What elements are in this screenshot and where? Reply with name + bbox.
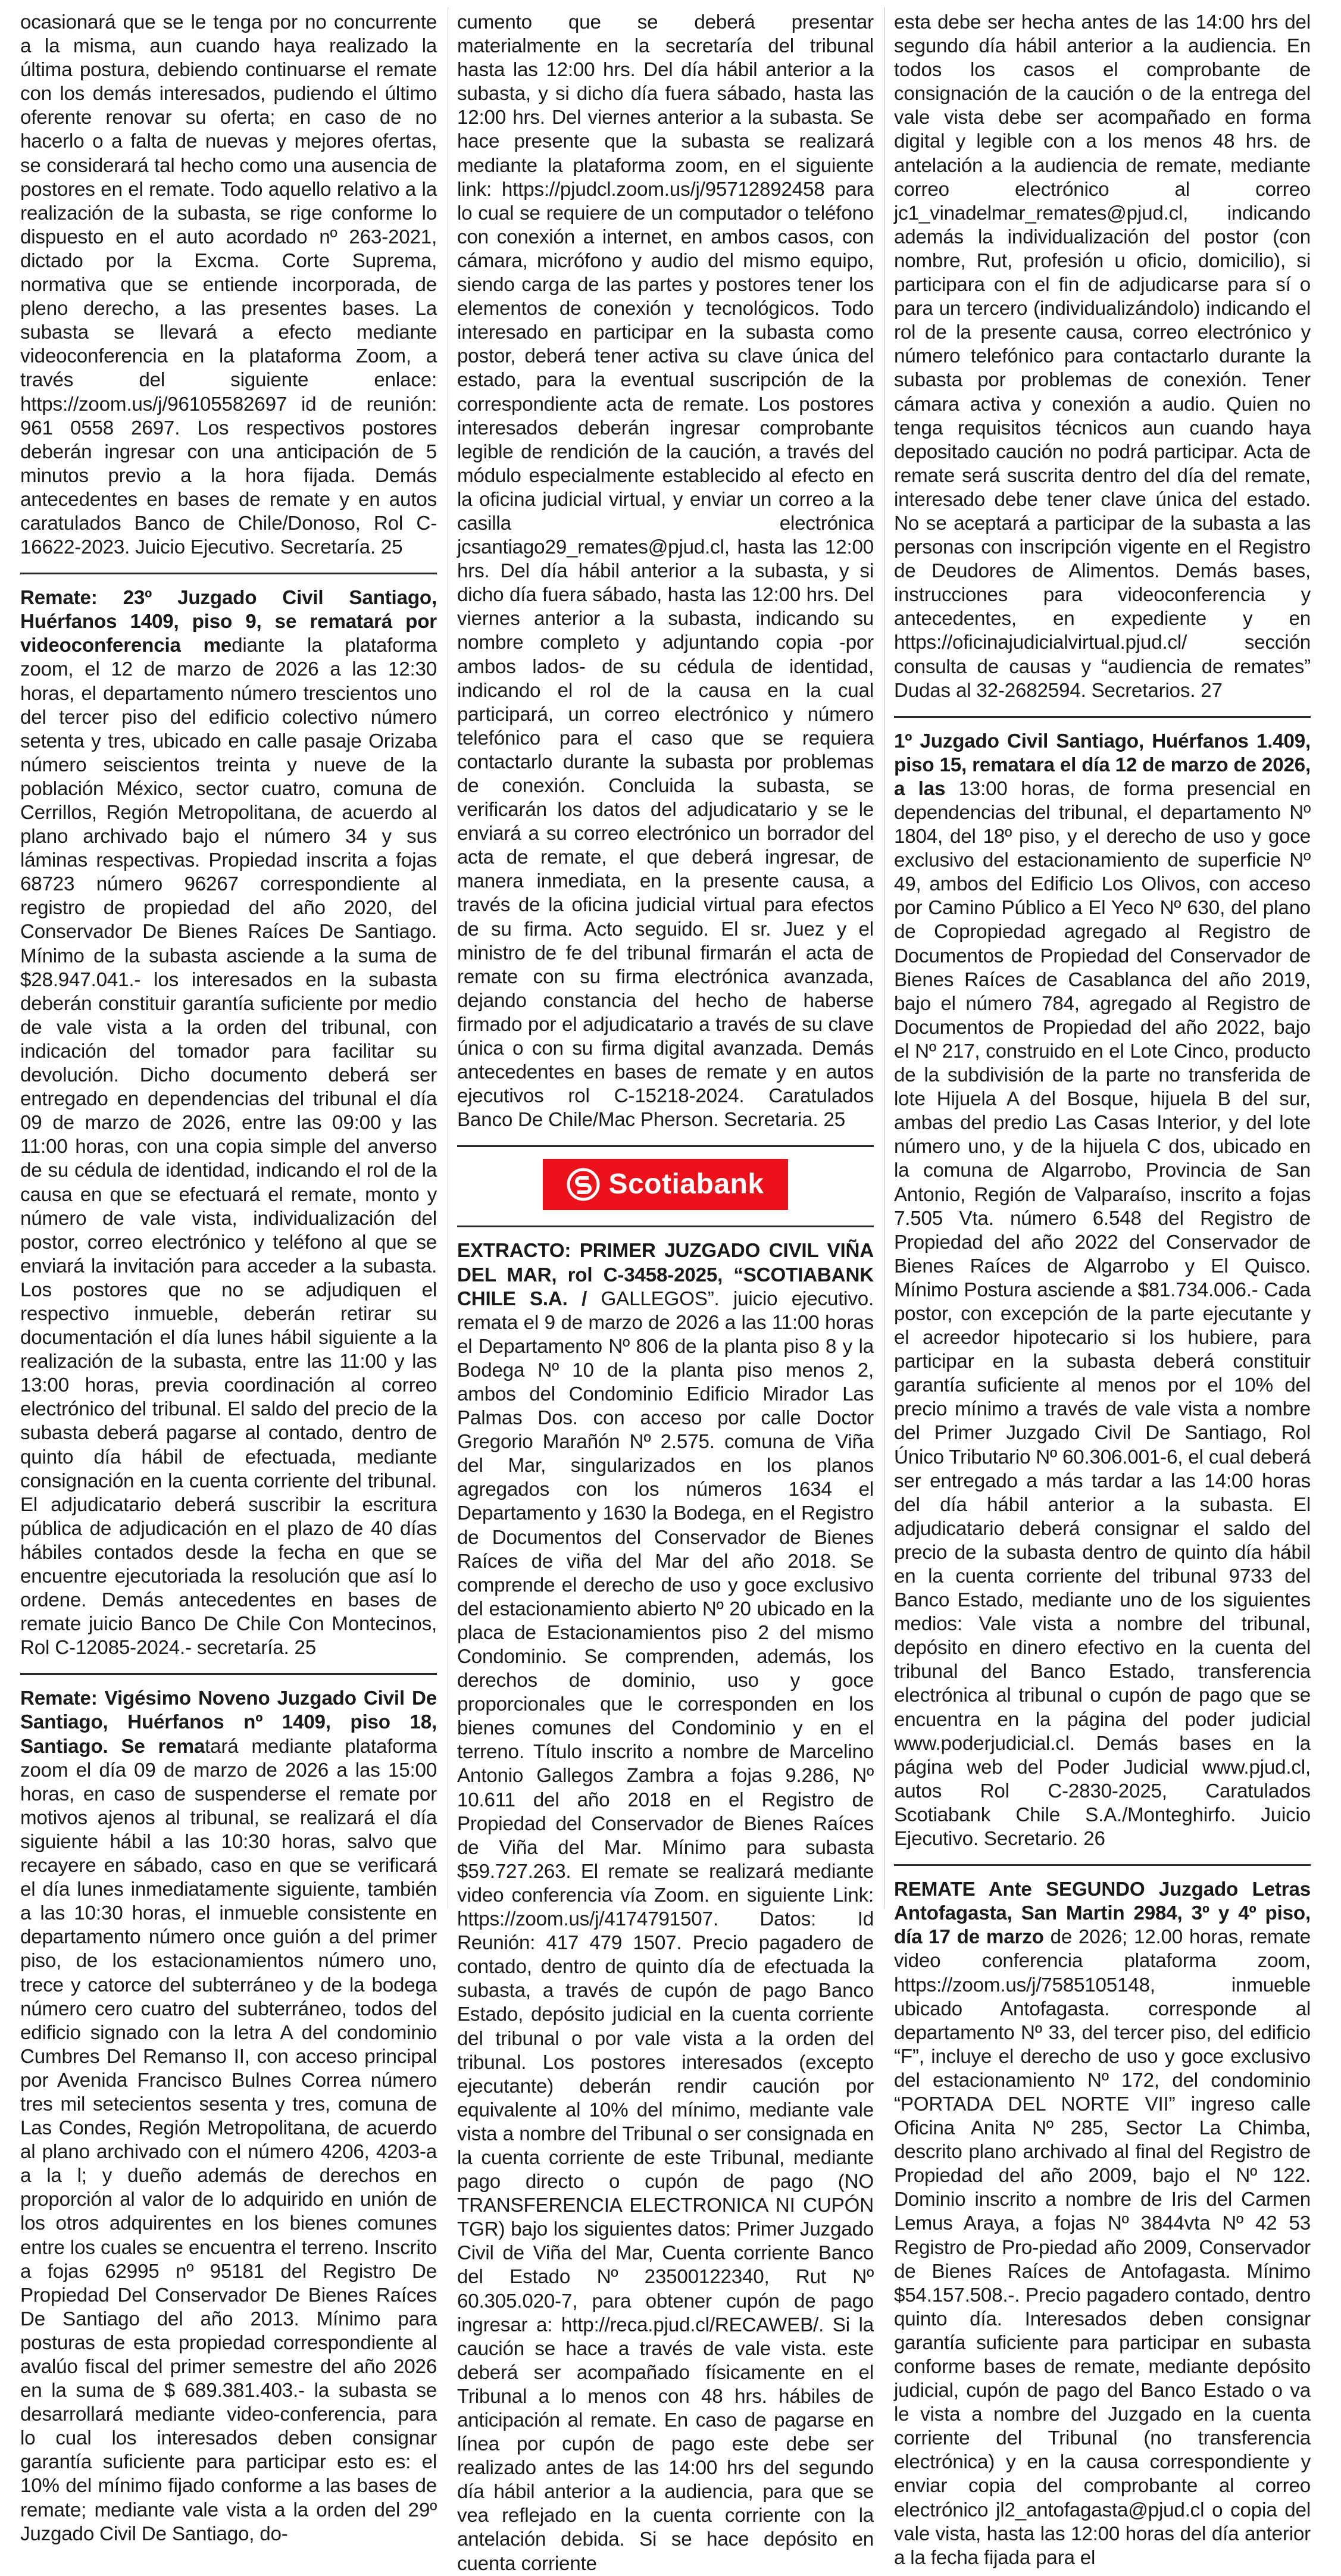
notice-body: GALLEGOS”. juicio ejecutivo. remata el 9 de marzo de 2026 a las 11:00 horas el Departamento Nº 806 de la planta piso 8 y la Bodega Nº 10 de la planta piso menos 2, ambos del Condominio Edificio Mirador Las Palmas Dos. con acceso por calle Doctor Gregorio Marañón Nº 2.575. comuna de Viña del Mar, singularizados en los planos agregados con los números 1634 el Departamento y 1630 la Bodega, en el Registro de Documentos del Conservador de Bienes Raíces de viña del Mar del año 2018. Se comprende el derecho de uso y goce exclusivo del estacionamiento abierto Nº 20 ubicado en la placa de Estacionamientos piso 2 del mismo Condominio. Se comprenden, además, los derechos de dominio, uso y goce proporcionales que le corresponden en los bienes comunes del Condominio y en el terreno. Título inscrito a nombre de Marcelino Antonio Gallegos Zambra a fojas 9.286, Nº 10.611 del año 2018 en el Registro de Propiedad del Conservador de Bienes Raíces de Viña del Mar. Mínimo para subasta $59.727.263. El remate se realizará mediante video conferencia vía Zoom. en siguiente Link: https://zoom.us/j/4174791507. Datos: Id Reunión: 417 479 1507. Precio pagadero de contado, dentro de quinto día de efectuada la subasta, a través de cupón de pago Banco Estado, depósito judicial en la cuenta corriente del tribunal o por vale vista a la orden del tribunal. Los postores interesados (excepto ejecutante) deberán rendir caución por equivalente al 10% del mínimo, mediante vale vista a nombre del Tribunal o ser consignada en la cuenta corriente de este Tribunal, mediante pago directo o cupón de pago (NO TRANSFERENCIA ELECTRONICA NI CUPÓN TGR) bajo los siguientes datos: Primer Juzgado Civil de Viña del Mar, Cuenta corriente Banco del Estado Nº 23500122340, Rut Nº 60.305.020-7, para obtener cupón de pago ingresar a: http://reca.pjud.cl/RECAWEB/. Si la caución se hace a través de vale vista. este deberá ser acompañado físicamente en el Tribunal a lo menos con 48 hrs. hábiles de anticipación al remate. En caso de pagarse en línea por cupón de pago este debe ser realizado antes de las 14:00 hrs del segundo día hábil anterior a la audiencia, para que se vea reflejado en la cuenta corriente con la antelación debida. Si se hace depósito en cuenta corriente xyxy=(457,1287,874,2575)
scotiabank-logo xyxy=(457,1159,874,1210)
notice-separator xyxy=(457,1226,874,1227)
scotiabank-s-icon xyxy=(567,1168,600,1201)
continued-notice: ocasionará que se le tenga por no concurrente a la misma, aun cuando haya realizado la última postura, debiendo continuarse el remate con los demás interesados, pudiendo el último oferente renovar su oferta; en caso de no hacerlo o a falta de nuevas y mejores ofertas, se considerará tal hecho como una ausencia de postores en el remate. Todo aquello relativo a la realización de la subasta, se rige conforme lo dispuesto en el auto acordado nº 263-2021, dictado por la Excma. Corte Suprema, normativa que se entiende incorporada, de pleno derecho, a las presentes bases. La subasta se llevará a efecto mediante videoconferencia en la plataforma Zoom, a través del siguiente enlace: https://zoom.us/j/96105582697 id de reunión: 961 0558 2697. Los respectivos postores deberán ingresar con una anticipación de 5 minutos previo a la hora fijada. Demás antecedentes en bases de remate y en autos caratulados Banco de Chile/Donoso, Rol C-16622-2023. Juicio Ejecutivo. Secretaría. 25 xyxy=(20,11,437,559)
scotiabank-logo-badge xyxy=(543,1159,788,1210)
notice-body: de 2026; 12.00 horas, remate video conferencia plataforma zoom, https://zoom.us/j/7585105148, inmueble ubicado Antofagasta. corresponde al departamento Nº 33, del tercer piso, del edificio “F”, incluye el derecho de uso y goce exclusivo del estacionamiento Nº 172, del condominio “PORTADA DEL NORTE VII” ingreso calle Oficina Anita Nº 285, Sector La Chimba, descrito plano archivado al final del Registro de Propiedad del año 2009, bajo el Nº 122. Dominio inscrito a nombre de Iris del Carmen Lemus Araya, a fojas Nº 3844vta Nº 42 53 Registro de Pro-piedad año 2009, Conservador de Bienes Raíces de Antofagasta. Mínimo $54.157.508.-. Precio pagadero contado, dentro quinto día. Interesados deben consignar garantía suficiente para participar en subasta conforme bases de remate, mediante depósito judicial, cupón de pago del Banco Estado o va le vista a nombre del Juzgado en la cuenta corriente del Tribunal (no transferencia electrónica) y en la causa correspondiente y enviar copia del comprobante al correo electrónico jl2_antofagasta@pjud.cl o copia del vale vista, hasta las 12:00 horas del día anterior a la fecha fijada para el xyxy=(894,1926,1311,2569)
notice-separator xyxy=(894,1864,1311,1866)
notice-separator xyxy=(20,1673,437,1675)
column-divider xyxy=(884,7,885,1909)
notice-separator xyxy=(894,716,1311,718)
column-1 xyxy=(20,11,437,2545)
notice-heading: Remate: Vigésimo Noveno Juzgado Civil De Santiago, Huérfanos nº 1409, piso 18, Santiago. Se rema xyxy=(20,1687,437,1758)
notice-extracto-vina-del-mar xyxy=(457,1239,874,2575)
notice-body: 13:00 horas, de forma presencial en dependencias del tribunal, el departamento Nº 1804, del 18º piso, y el derecho de uso y goce exclusivo del estacionamiento de superficie Nº 49, ambos del Edificio Los Olivos, con acceso por Camino Público a El Yeco Nº 630, del plano de Copropiedad agregado al Registro de Documentos de Propiedad del Conservador de Bienes Raíces de Casablanca del año 2019, bajo el número 784, agregado al Registro de Documentos de Propiedad del año 2022, bajo el Nº 217, construido en el Lote Cinco, producto de la subdivisión de la parte no transferida de lote Hijuela A del Bosque, hijuela B del sur, ambas del predio Las Casas Interior, y del lote número uno, y de la hijuela C dos, ubicado en la comuna de Algarrobo, Provincia de San Antonio, Región de Valparaíso, inscrito a fojas 7.505 Vta. número 6.548 del Registro de Propiedad del año 2022 del Conservador de Bienes Raíces de Algarrobo y El Quisco. Mínimo Postura asciende a $81.734.006.- Cada postor, con excepción de la parte ejecutante y el acreedor hipotecario si los hubiere, para participar en la subasta deberá constituir garantía suficiente al menos por el 10% del precio mínimo a través de vale vista a nombre del Primer Juzgado Civil De Santiago, Rol Único Tributario Nº 60.306.001-6, el cual deberá ser entregado a más tardar a las 14:00 horas del día hábil anterior a la subasta. El adjudicatario deberá consignar el saldo del precio de la subasta dentro de quinto día hábil en la cuenta corriente del tribunal 9733 del Banco Estado, mediante uno de los siguientes medios: Vale vista a nombre del tribunal, depósito en dinero efectivo en la cuenta del tribunal del Banco Estado, transferencia electrónica al tribunal o cupón de pago que se encuentra en la página del poder judicial www.poderjudicial.cl. Demás bases en la página web del Poder Judicial www.pjud.cl, autos Rol C-2830-2025, Caratulados Scotiabank Chile S.A./Monteghirfo. Juicio Ejecutivo. Secretario. 26 xyxy=(894,777,1311,1850)
notice-separator xyxy=(20,573,437,574)
column-2 xyxy=(457,11,874,2575)
column-3 xyxy=(894,11,1311,2569)
continued-notice: esta debe ser hecha antes de las 14:00 hrs del segundo día hábil anterior a la audiencia. En todos los casos el comprobante de consignación de la caución o de la entrega del vale vista debe ser acompañado en forma digital y legible con a los menos 48 hrs. de antelación a la audiencia de remate, mediante correo electrónico al correo jc1_vinadelmar_remates@pjud.cl, indicando además la individualización del postor (con nombre, Rut, profesión u oficio, domicilio), si participara con el fin de adjudicarse para sí o para un tercero (individualizándolo) indicando el rol de la presente causa, correo electrónico y número telefónico para contactarlo durante la subasta por problemas de conexión. Tener cámara activa y conexión a audio. Quien no tenga requisitos técnicos aun cuando haya depositado caución no podrá participar. Acta de remate será suscrita dentro del día del remate, interesado debe tener clave única del estado. No se aceptará a participar de la subasta a las personas con inscripción vigente en el Registro de Deudores de Alimentos. Demás bases, instrucciones para videoconferencia y antecedentes, en expediente y en https://oficinajudicialvirtual.pjud.cl/ sección consulta de causas y “audiencia de remates” Dudas al 32-2682594. Secretarios. 27 xyxy=(894,11,1311,702)
notice-body: diante la plataforma zoom, el 12 de marzo de 2026 a las 12:30 horas, el departamento número trescientos uno del tercer piso del edificio colectivo número setenta y tres, ubicado en calle pasaje Orizaba número seiscientos treinta y nueve de la población México, sector cuatro, comuna de Cerrillos, Región Metropolitana, de acuerdo al plano archivado bajo el número 34 y sus láminas respectivas. Propiedad inscrita a fojas 68723 número 96267 correspondiente al registro de propiedad del año 2020, del Conservador De Bienes Raíces De Santiago. Mínimo de la subasta asciende a la suma de $28.947.041.- los interesados en la subasta deberán constituir garantía suficiente por medio de vale vista a la orden del tribunal, con indicación del tomador para facilitar su devolución. Dicho documento deberá ser entregado en dependencias del tribunal el día 09 de marzo de 2026, entre las 09:00 y las 11:00 horas, con una copia simple del anverso de su cédula de identidad, indicando el rol de la causa en que se efectuará el remate, monto y número de vale vista, individualización del postor, correo electrónico y teléfono al que se enviará la invitación para acceder a la subasta. Los postores que no se adjudiquen el respectivo inmueble, deberán retirar su documentación el día lunes hábil siguiente a la realización de la subasta, entre las 11:00 y las 13:00 horas, previa coordinación al correo electrónico del tribunal. El saldo del precio de la subasta deberá pagarse al contado, dentro de quinto día hábil de efectuada, mediante consignación en la cuenta corriente del tribunal. El adjudicatario deberá suscribir la escritura pública de adjudicación en el plazo de 40 días hábiles contados desde la fecha en que se encuentre ejecutoriada la resolución que así lo ordene. Demás antecedentes en bases de remate juicio Banco De Chile Con Montecinos, Rol C-12085-2024.- secretaría. 25 xyxy=(20,634,437,1659)
notice-body: tará mediante plataforma zoom el día 09 de marzo de 2026 a las 15:00 horas, en caso de suspenderse el remate por motivos ajenos al tribunal, se realizará el día siguiente hábil a las 10:30 horas, salvo que recayere en sábado, caso en que se verificará el día lunes inmediatamente siguiente, también a las 10:30 horas, el inmueble consistente en departamento número once guión a del primer piso, de los estacionamientos número uno, trece y catorce del subterráneo y de la bodega número cero cuatro del subterráneo, todos del edificio signado con la letra A del condominio Cumbres Del Remanso II, con acceso principal por Avenida Francisco Bulnes Correa número tres mil setecientos sesenta y tres, comuna de Las Condes, Región Metropolitana, de acuerdo al plano archivado con el número 4206, 4203-a a la l; y dueño además de derechos en proporción al valor de lo adquirido en unión de los otros adquirentes en los bienes comunes entre los cuales se encuentra el terreno. Inscrito a fojas 62995 nº 95181 del Registro De Propiedad Del Conservador De Bienes Raíces De Santiago del año 2013. Mínimo para posturas de esta propiedad correspondiente al avalúo fiscal del primer semestre del año 2026 en la suma de $ 689.381.403.- la subasta se desarrollará mediante video-conferencia, para lo cual los interesados deben consignar garantía suficiente para participar esto es: el 10% del mínimo fijado conforme a las bases de remate; mediante vale vista a la orden del 29º Juzgado Civil De Santiago, do- xyxy=(20,1735,437,2545)
notice-separator xyxy=(457,1145,874,1147)
notice-remate-antofagasta xyxy=(894,1878,1311,2570)
notice-heading: EXTRACTO: PRIMER JUZGADO CIVIL VIÑA DEL MAR, rol C-3458-2025, “SCOTIABANK CHILE S.A. / xyxy=(457,1240,874,1310)
notice-remate-29-juzgado xyxy=(20,1687,437,2546)
notice-remate-23-juzgado xyxy=(20,586,437,1660)
notice-heading: Remate: 23º Juzgado Civil Santiago, Huérfanos 1409, piso 9, se rematará por videoconferencia me xyxy=(20,587,437,657)
notice-1-juzgado-santiago xyxy=(894,730,1311,1851)
notice-heading: REMATE Ante SEGUNDO Juzgado Letras Antofagasta, San Martin 2984, 3º y 4º piso, día 17 de marzo xyxy=(894,1878,1311,1949)
continued-notice: cumento que se deberá presentar materialmente en la secretaría del tribunal hasta las 12:00 hrs. Del día hábil anterior a la subasta, y si dicho día fuera sábado, hasta las 12:00 hrs. Del viernes anterior a la subasta. Se hace presente que la subasta se realizará mediante la plataforma zoom, en el siguiente link: https://pjudcl.zoom.us/j/95712892458 para lo cual se requiere de un computador o teléfono con conexión a internet, en ambos casos, con cámara, micrófono y audio del mismo equipo, siendo carga de las partes y postores tener los elementos de conexión y tecnológicos. Todo interesado en participar en la subasta como postor, deberá tener activa su clave única del estado, para la eventual suscripción de la correspondiente acta de remate. Los postores interesados deberán ingresar comprobante legible de rendición de la caución, a través del módulo especialmente establecido al efecto en la oficina judicial virtual, y enviar un correo a la casilla electrónica jcsantiago29_remates@pjud.cl, hasta las 12:00 hrs. Del día hábil anterior a la subasta, y si dicho día fuera sábado, hasta las 12:00 hrs. Del viernes anterior a la subasta, indicando su nombre completo y adjuntando copia -por ambos lados- de su cédula de identidad, indicando el rol de la causa en la cual participará, un correo electrónico y número telefónico para el caso que se requiera contactarlo durante la subasta por problemas de conexión. Concluida la subasta, se verificarán los datos del adjudicatario y se le enviará a su correo electrónico un borrador del acta de remate, el que deberá ingresar, de manera inmediata, en la presente causa, a través de la oficina judicial virtual para efectos de su firma. Acto seguido. El sr. Juez y el ministro de fe del tribunal firmarán el acta de remate con su firma electrónica avanzada, dejando constancia del hecho de haberse firmado por el adjudicatario a través de su clave única o con su firma digital avanzada. Demás antecedentes en bases de remate y en autos ejecutivos rol C-15218-2024. Caratulados Banco De Chile/Mac Pherson. Secretaria. 25 xyxy=(457,11,874,1131)
notice-heading: 1º Juzgado Civil Santiago, Huérfanos 1.409, piso 15, rematara el día 12 de marzo de 2026, a las xyxy=(894,730,1311,800)
scotiabank-wordmark: Scotiabank xyxy=(608,1168,764,1201)
